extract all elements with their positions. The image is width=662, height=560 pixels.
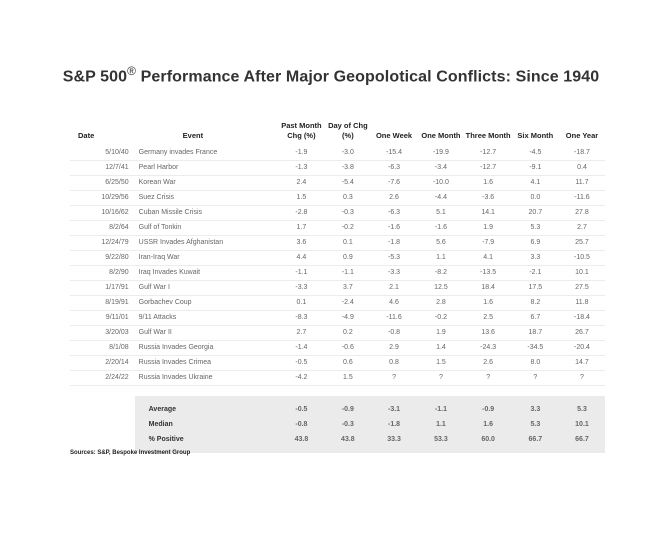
cell-one-month: -1.6: [417, 221, 464, 236]
cell-past-month: 0.1: [278, 296, 325, 311]
cell-one-month: -0.2: [417, 311, 464, 326]
cell-one-month: ?: [417, 371, 464, 386]
cell-one-year: 27.5: [559, 281, 605, 296]
summary-label: % Positive: [135, 432, 278, 453]
cell-one-week: 2.1: [371, 281, 418, 296]
cell-one-week: -6.3: [371, 206, 418, 221]
cell-one-month: 5.1: [417, 206, 464, 221]
cell-day-of: 1.5: [325, 371, 371, 386]
cell-day-of: 0.6: [325, 356, 371, 371]
table-row: [70, 236, 605, 251]
cell-one-week: 4.6: [371, 296, 418, 311]
cell-past-month: 1.7: [278, 221, 325, 236]
cell-three-month: 2.5: [465, 311, 512, 326]
summary-one-week: -3.1: [371, 396, 418, 417]
table-row: [70, 251, 605, 266]
row-date: 6/25/50: [70, 176, 135, 191]
cell-six-month: 20.7: [512, 206, 559, 221]
cell-day-of: -4.9: [325, 311, 371, 326]
row-date: 1/17/91: [70, 281, 135, 296]
cell-day-of: -2.4: [325, 296, 371, 311]
cell-one-year: -20.4: [559, 341, 605, 356]
cell-one-year: ?: [559, 371, 605, 386]
summary-day-of: -0.9: [325, 396, 371, 417]
cell-six-month: -9.1: [512, 161, 559, 176]
cell-one-month: 12.5: [417, 281, 464, 296]
header-row: [70, 121, 605, 146]
cell-past-month: -1.1: [278, 266, 325, 281]
cell-past-month: 2.7: [278, 326, 325, 341]
row-date: 8/2/64: [70, 221, 135, 236]
cell-six-month: 4.1: [512, 176, 559, 191]
row-date: 12/24/79: [70, 236, 135, 251]
cell-one-month: 1.1: [417, 251, 464, 266]
cell-three-month: -12.7: [465, 146, 512, 161]
cell-one-week: 2.9: [371, 341, 418, 356]
cell-day-of: 0.1: [325, 236, 371, 251]
table-row: [70, 161, 605, 176]
cell-one-week: -3.3: [371, 266, 418, 281]
row-event: Iran-Iraq War: [135, 251, 278, 266]
row-event: Gorbachev Coup: [135, 296, 278, 311]
cell-day-of: -0.6: [325, 341, 371, 356]
table-row: [70, 146, 605, 161]
row-date: 3/20/03: [70, 326, 135, 341]
cell-one-year: 11.8: [559, 296, 605, 311]
row-date: 2/24/22: [70, 371, 135, 386]
summary-three-month: 1.6: [465, 417, 512, 432]
cell-six-month: -4.5: [512, 146, 559, 161]
cell-six-month: 18.7: [512, 326, 559, 341]
row-event: Gulf War I: [135, 281, 278, 296]
row-date: 8/19/91: [70, 296, 135, 311]
summary-one-year: 10.1: [559, 417, 605, 432]
row-event: Russia Invades Georgia: [135, 341, 278, 356]
row-date: 10/16/62: [70, 206, 135, 221]
performance-table: [70, 121, 605, 453]
cell-past-month: 3.6: [278, 236, 325, 251]
summary-past-month: 43.8: [278, 432, 325, 453]
row-event: Korean War: [135, 176, 278, 191]
cell-one-week: -1.6: [371, 221, 418, 236]
cell-one-week: -1.8: [371, 236, 418, 251]
row-date: 9/22/80: [70, 251, 135, 266]
cell-three-month: 4.1: [465, 251, 512, 266]
row-event: Russia Invades Ukraine: [135, 371, 278, 386]
cell-day-of: 3.7: [325, 281, 371, 296]
row-date: 2/20/14: [70, 356, 135, 371]
cell-three-month: -13.5: [465, 266, 512, 281]
cell-six-month: 8.0: [512, 356, 559, 371]
cell-three-month: -12.7: [465, 161, 512, 176]
cell-past-month: 4.4: [278, 251, 325, 266]
cell-past-month: 2.4: [278, 176, 325, 191]
col-header-six-month: Six Month: [517, 131, 554, 140]
cell-one-year: 25.7: [559, 236, 605, 251]
cell-day-of: 0.3: [325, 191, 371, 206]
cell-past-month: -8.3: [278, 311, 325, 326]
row-event: Pearl Harbor: [135, 161, 278, 176]
col-header-event: Event: [182, 131, 204, 140]
summary-six-month: 66.7: [512, 432, 559, 453]
cell-three-month: -3.6: [465, 191, 512, 206]
cell-past-month: -2.8: [278, 206, 325, 221]
row-event: 9/11 Attacks: [135, 311, 278, 326]
summary-past-month: -0.8: [278, 417, 325, 432]
cell-one-month: 2.8: [417, 296, 464, 311]
table-row: [70, 356, 605, 371]
page-title: S&P 500® Performance After Major Geopolotical Conflicts: Since 1940: [62, 64, 600, 86]
cell-day-of: 0.9: [325, 251, 371, 266]
cell-one-week: -7.6: [371, 176, 418, 191]
cell-one-year: -18.4: [559, 311, 605, 326]
cell-one-week: 0.8: [371, 356, 418, 371]
row-date: 8/2/90: [70, 266, 135, 281]
cell-one-month: -4.4: [417, 191, 464, 206]
summary-row: [70, 417, 605, 432]
summary-past-month: -0.5: [278, 396, 325, 417]
cell-day-of: -1.1: [325, 266, 371, 281]
cell-six-month: 17.5: [512, 281, 559, 296]
cell-past-month: 1.5: [278, 191, 325, 206]
row-event: Cuban Missile Crisis: [135, 206, 278, 221]
row-event: Suez Crisis: [135, 191, 278, 206]
cell-six-month: 3.3: [512, 251, 559, 266]
row-event: Iraq Invades Kuwait: [135, 266, 278, 281]
cell-one-month: 1.9: [417, 326, 464, 341]
cell-past-month: -4.2: [278, 371, 325, 386]
cell-day-of: -0.3: [325, 206, 371, 221]
cell-three-month: -7.9: [465, 236, 512, 251]
cell-one-year: 10.1: [559, 266, 605, 281]
cell-six-month: -34.5: [512, 341, 559, 356]
cell-one-week: 2.6: [371, 191, 418, 206]
cell-one-year: 26.7: [559, 326, 605, 341]
cell-six-month: -2.1: [512, 266, 559, 281]
table-row: [70, 296, 605, 311]
summary-day-of: -0.3: [325, 417, 371, 432]
cell-three-month: 1.6: [465, 296, 512, 311]
col-header-past-month: Past Month Chg (%): [281, 121, 322, 140]
table-row: [70, 266, 605, 281]
summary-row: [70, 396, 605, 417]
cell-past-month: -1.4: [278, 341, 325, 356]
summary-one-month: 53.3: [417, 432, 464, 453]
row-event: Gulf War II: [135, 326, 278, 341]
table-row: [70, 176, 605, 191]
cell-day-of: -3.0: [325, 146, 371, 161]
cell-six-month: 6.7: [512, 311, 559, 326]
col-header-one-week: One Week: [375, 131, 413, 140]
summary-label: Average: [135, 396, 278, 417]
summary-label: Median: [135, 417, 278, 432]
cell-one-year: 2.7: [559, 221, 605, 236]
row-date: 8/1/08: [70, 341, 135, 356]
cell-one-year: 27.8: [559, 206, 605, 221]
col-header-three-month: Three Month: [465, 131, 511, 140]
cell-day-of: -3.8: [325, 161, 371, 176]
cell-one-month: -10.0: [417, 176, 464, 191]
cell-one-year: 14.7: [559, 356, 605, 371]
row-event: Germany invades France: [135, 146, 278, 161]
cell-one-week: -6.3: [371, 161, 418, 176]
summary-one-month: 1.1: [417, 417, 464, 432]
cell-one-week: -11.6: [371, 311, 418, 326]
cell-one-month: 5.6: [417, 236, 464, 251]
summary-six-month: 3.3: [512, 396, 559, 417]
summary-three-month: -0.9: [465, 396, 512, 417]
cell-day-of: -5.4: [325, 176, 371, 191]
cell-one-week: -5.3: [371, 251, 418, 266]
spacer-row: [70, 386, 605, 397]
table-row: [70, 191, 605, 206]
row-event: Gulf of Tonkin: [135, 221, 278, 236]
col-header-one-month: One Month: [421, 131, 461, 140]
summary-three-month: 60.0: [465, 432, 512, 453]
source-note: Sources: S&P, Bespoke Investment Group: [70, 450, 191, 456]
cell-three-month: 13.6: [465, 326, 512, 341]
table-row: [70, 221, 605, 236]
summary-one-week: 33.3: [371, 432, 418, 453]
cell-one-month: 1.4: [417, 341, 464, 356]
cell-day-of: -0.2: [325, 221, 371, 236]
cell-one-week: -15.4: [371, 146, 418, 161]
cell-three-month: 18.4: [465, 281, 512, 296]
row-date: 10/29/56: [70, 191, 135, 206]
cell-one-year: -18.7: [559, 146, 605, 161]
cell-three-month: ?: [465, 371, 512, 386]
table-row: [70, 326, 605, 341]
cell-one-month: -3.4: [417, 161, 464, 176]
summary-one-year: 5.3: [559, 396, 605, 417]
cell-past-month: -3.3: [278, 281, 325, 296]
cell-past-month: -1.3: [278, 161, 325, 176]
row-date: 12/7/41: [70, 161, 135, 176]
table-row: [70, 311, 605, 326]
cell-one-year: -11.6: [559, 191, 605, 206]
cell-three-month: 1.9: [465, 221, 512, 236]
table-row: [70, 341, 605, 356]
cell-one-year: -10.5: [559, 251, 605, 266]
cell-day-of: 0.2: [325, 326, 371, 341]
col-header-one-year: One Year: [565, 131, 599, 140]
summary-six-month: 5.3: [512, 417, 559, 432]
cell-six-month: ?: [512, 371, 559, 386]
cell-three-month: 1.6: [465, 176, 512, 191]
row-event: Russia Invades Crimea: [135, 356, 278, 371]
cell-one-week: -0.8: [371, 326, 418, 341]
summary-one-year: 66.7: [559, 432, 605, 453]
cell-one-month: -19.9: [417, 146, 464, 161]
cell-three-month: -24.3: [465, 341, 512, 356]
registered-mark: ®: [127, 64, 137, 78]
cell-one-week: ?: [371, 371, 418, 386]
summary-day-of: 43.8: [325, 432, 371, 453]
cell-one-year: 0.4: [559, 161, 605, 176]
cell-six-month: 5.3: [512, 221, 559, 236]
row-date: 5/10/40: [70, 146, 135, 161]
row-event: USSR Invades Afghanistan: [135, 236, 278, 251]
summary-one-month: -1.1: [417, 396, 464, 417]
table-row: [70, 281, 605, 296]
table-row: [70, 206, 605, 221]
cell-three-month: 14.1: [465, 206, 512, 221]
summary-one-week: -1.8: [371, 417, 418, 432]
col-header-date: Date: [78, 131, 95, 140]
cell-past-month: -1.9: [278, 146, 325, 161]
cell-one-month: 1.5: [417, 356, 464, 371]
cell-six-month: 0.0: [512, 191, 559, 206]
cell-one-month: -8.2: [417, 266, 464, 281]
cell-one-year: 11.7: [559, 176, 605, 191]
cell-six-month: 8.2: [512, 296, 559, 311]
table-row: [70, 371, 605, 386]
table-body: [70, 146, 605, 453]
cell-six-month: 6.9: [512, 236, 559, 251]
col-header-day-of: Day of Chg (%): [328, 121, 368, 140]
cell-three-month: 2.6: [465, 356, 512, 371]
row-date: 9/11/01: [70, 311, 135, 326]
cell-past-month: -0.5: [278, 356, 325, 371]
